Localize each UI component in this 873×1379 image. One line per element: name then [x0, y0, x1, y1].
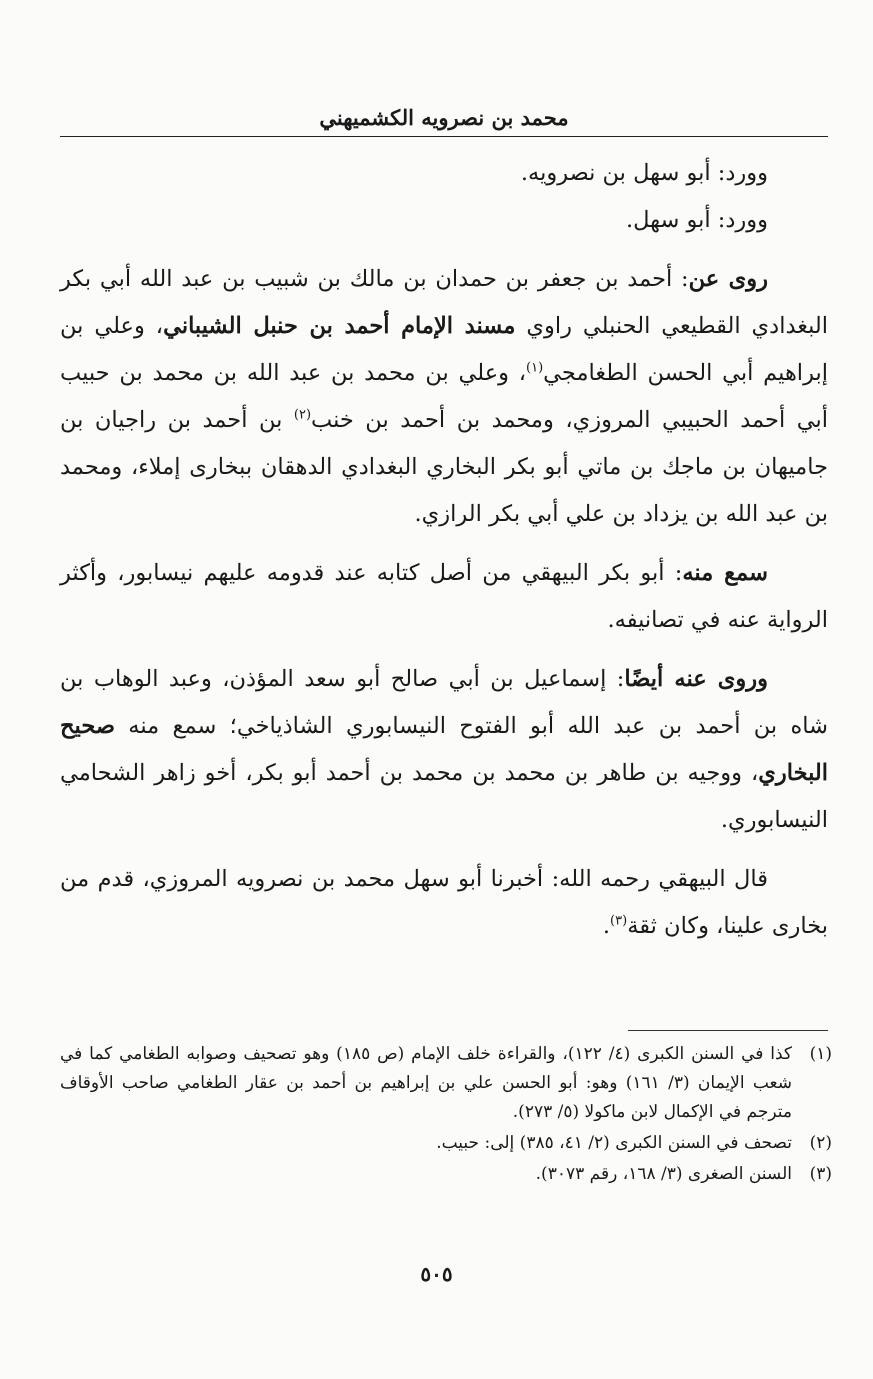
rawa-anhu-label: وروى عنه أيضًا — [624, 666, 768, 692]
footnote-2 — [60, 1129, 832, 1158]
rawa-an-label: روى عن — [688, 266, 768, 292]
rawa-an-text-2: ، وعلي بن إبراهيم أبي الحسن الطغامجي — [60, 313, 828, 386]
footnote-text: السنن الصغرى (٣/ ١٦٨، رقم ٣٠٧٣). — [535, 1164, 792, 1184]
footnote-text: كذا في السنن الكبرى (٤/ ١٢٢)، والقراءة خلف الإمام (ص ١٨٥) وهو تصحيف وصوابه الطغامي كما في شعب الإيمان (٣/ ١٦١) وهو: أبو الحسن علي بن إبراهيم بن أحمد بن عقار الطغامي صاحب الأوقاف مترجم في الإكمال لابن ماكولا (٥/ ٢٧٣). — [60, 1044, 792, 1122]
paragraph-samia-minhu — [60, 550, 828, 644]
footnote-number: (١) — [809, 1044, 832, 1064]
sahih-bukhari-title: صحيح البخاري — [60, 713, 828, 786]
footnote-rule — [628, 1030, 828, 1031]
samia-minhu-text: : أبو بكر البيهقي من أصل كتابه عند قدومه عليهم نيسابور، وأكثر الرواية عنه في تصانيفه. — [60, 560, 828, 633]
qala-end: . — [602, 913, 611, 939]
footnote-text: تصحف في السنن الكبرى (٢/ ٤١، ٣٨٥) إلى: حبيب. — [436, 1133, 792, 1153]
rawa-an-text-3: ، وعلي بن محمد بن عبد الله بن محمد بن حبيب أبي أحمد الحبيبي المروزي، ومحمد بن أحمد بن خنب — [60, 360, 828, 433]
qala-text: قال البيهقي رحمه الله: أخبرنا أبو سهل محمد بن نصرويه المروزي، قدم من بخارى علينا، وكان ثقة — [60, 866, 828, 939]
footnote-ref-2[interactable]: (٢) — [293, 407, 312, 423]
page-number: ٥٠٥ — [420, 1262, 453, 1286]
footnote-number: (٢) — [809, 1133, 832, 1153]
footnote-1 — [60, 1040, 832, 1127]
main-text — [60, 150, 828, 950]
paragraph-warad-1: وورد: أبو سهل بن نصرويه. — [520, 160, 768, 186]
rawa-an-text-4: بن أحمد بن راجيان بن جاميهان بن ماجك بن ماتي أبو بكر البخاري البغدادي الدهقان ببخارى إملاء، ومحمد بن عبد الله بن يزداد بن علي أبي بكر الرازي. — [60, 407, 828, 527]
footnotes — [60, 1040, 832, 1191]
footnote-number: (٣) — [809, 1164, 832, 1184]
paragraph-rawa-anhu — [60, 656, 828, 844]
musnad-title: مسند الإمام أحمد بن حنبل الشيباني — [163, 313, 516, 339]
rawa-anhu-text-1: : إسماعيل بن أبي صالح أبو سعد المؤذن، وعبد الوهاب بن شاه بن أحمد بن عبد الله أبو الفتوح النيسابوري الشاذياخي؛ سمع منه — [60, 666, 828, 739]
footnote-3 — [60, 1160, 832, 1189]
paragraph-rawa-an — [60, 256, 828, 538]
header-rule — [60, 136, 828, 137]
footnote-ref-3[interactable]: (٣) — [610, 913, 628, 929]
paragraph-qala-bayhaqi — [60, 856, 828, 950]
rawa-an-text-1: : أحمد بن جعفر بن حمدان بن مالك بن شبيب بن عبد الله أبي بكر البغدادي القطيعي الحنبلي راوي — [60, 266, 829, 339]
footnote-ref-1[interactable]: (١) — [526, 360, 544, 376]
samia-minhu-label: سمع منه — [682, 560, 768, 586]
running-header: محمد بن نصرويه الكشميهني — [319, 105, 569, 130]
rawa-anhu-text-2: ، ووجيه بن طاهر بن محمد بن محمد بن أحمد أبو بكر، أخو زاهر الشحامي النيسابوري. — [60, 760, 828, 833]
paragraph-warad-2: وورد: أبو سهل. — [625, 207, 768, 233]
